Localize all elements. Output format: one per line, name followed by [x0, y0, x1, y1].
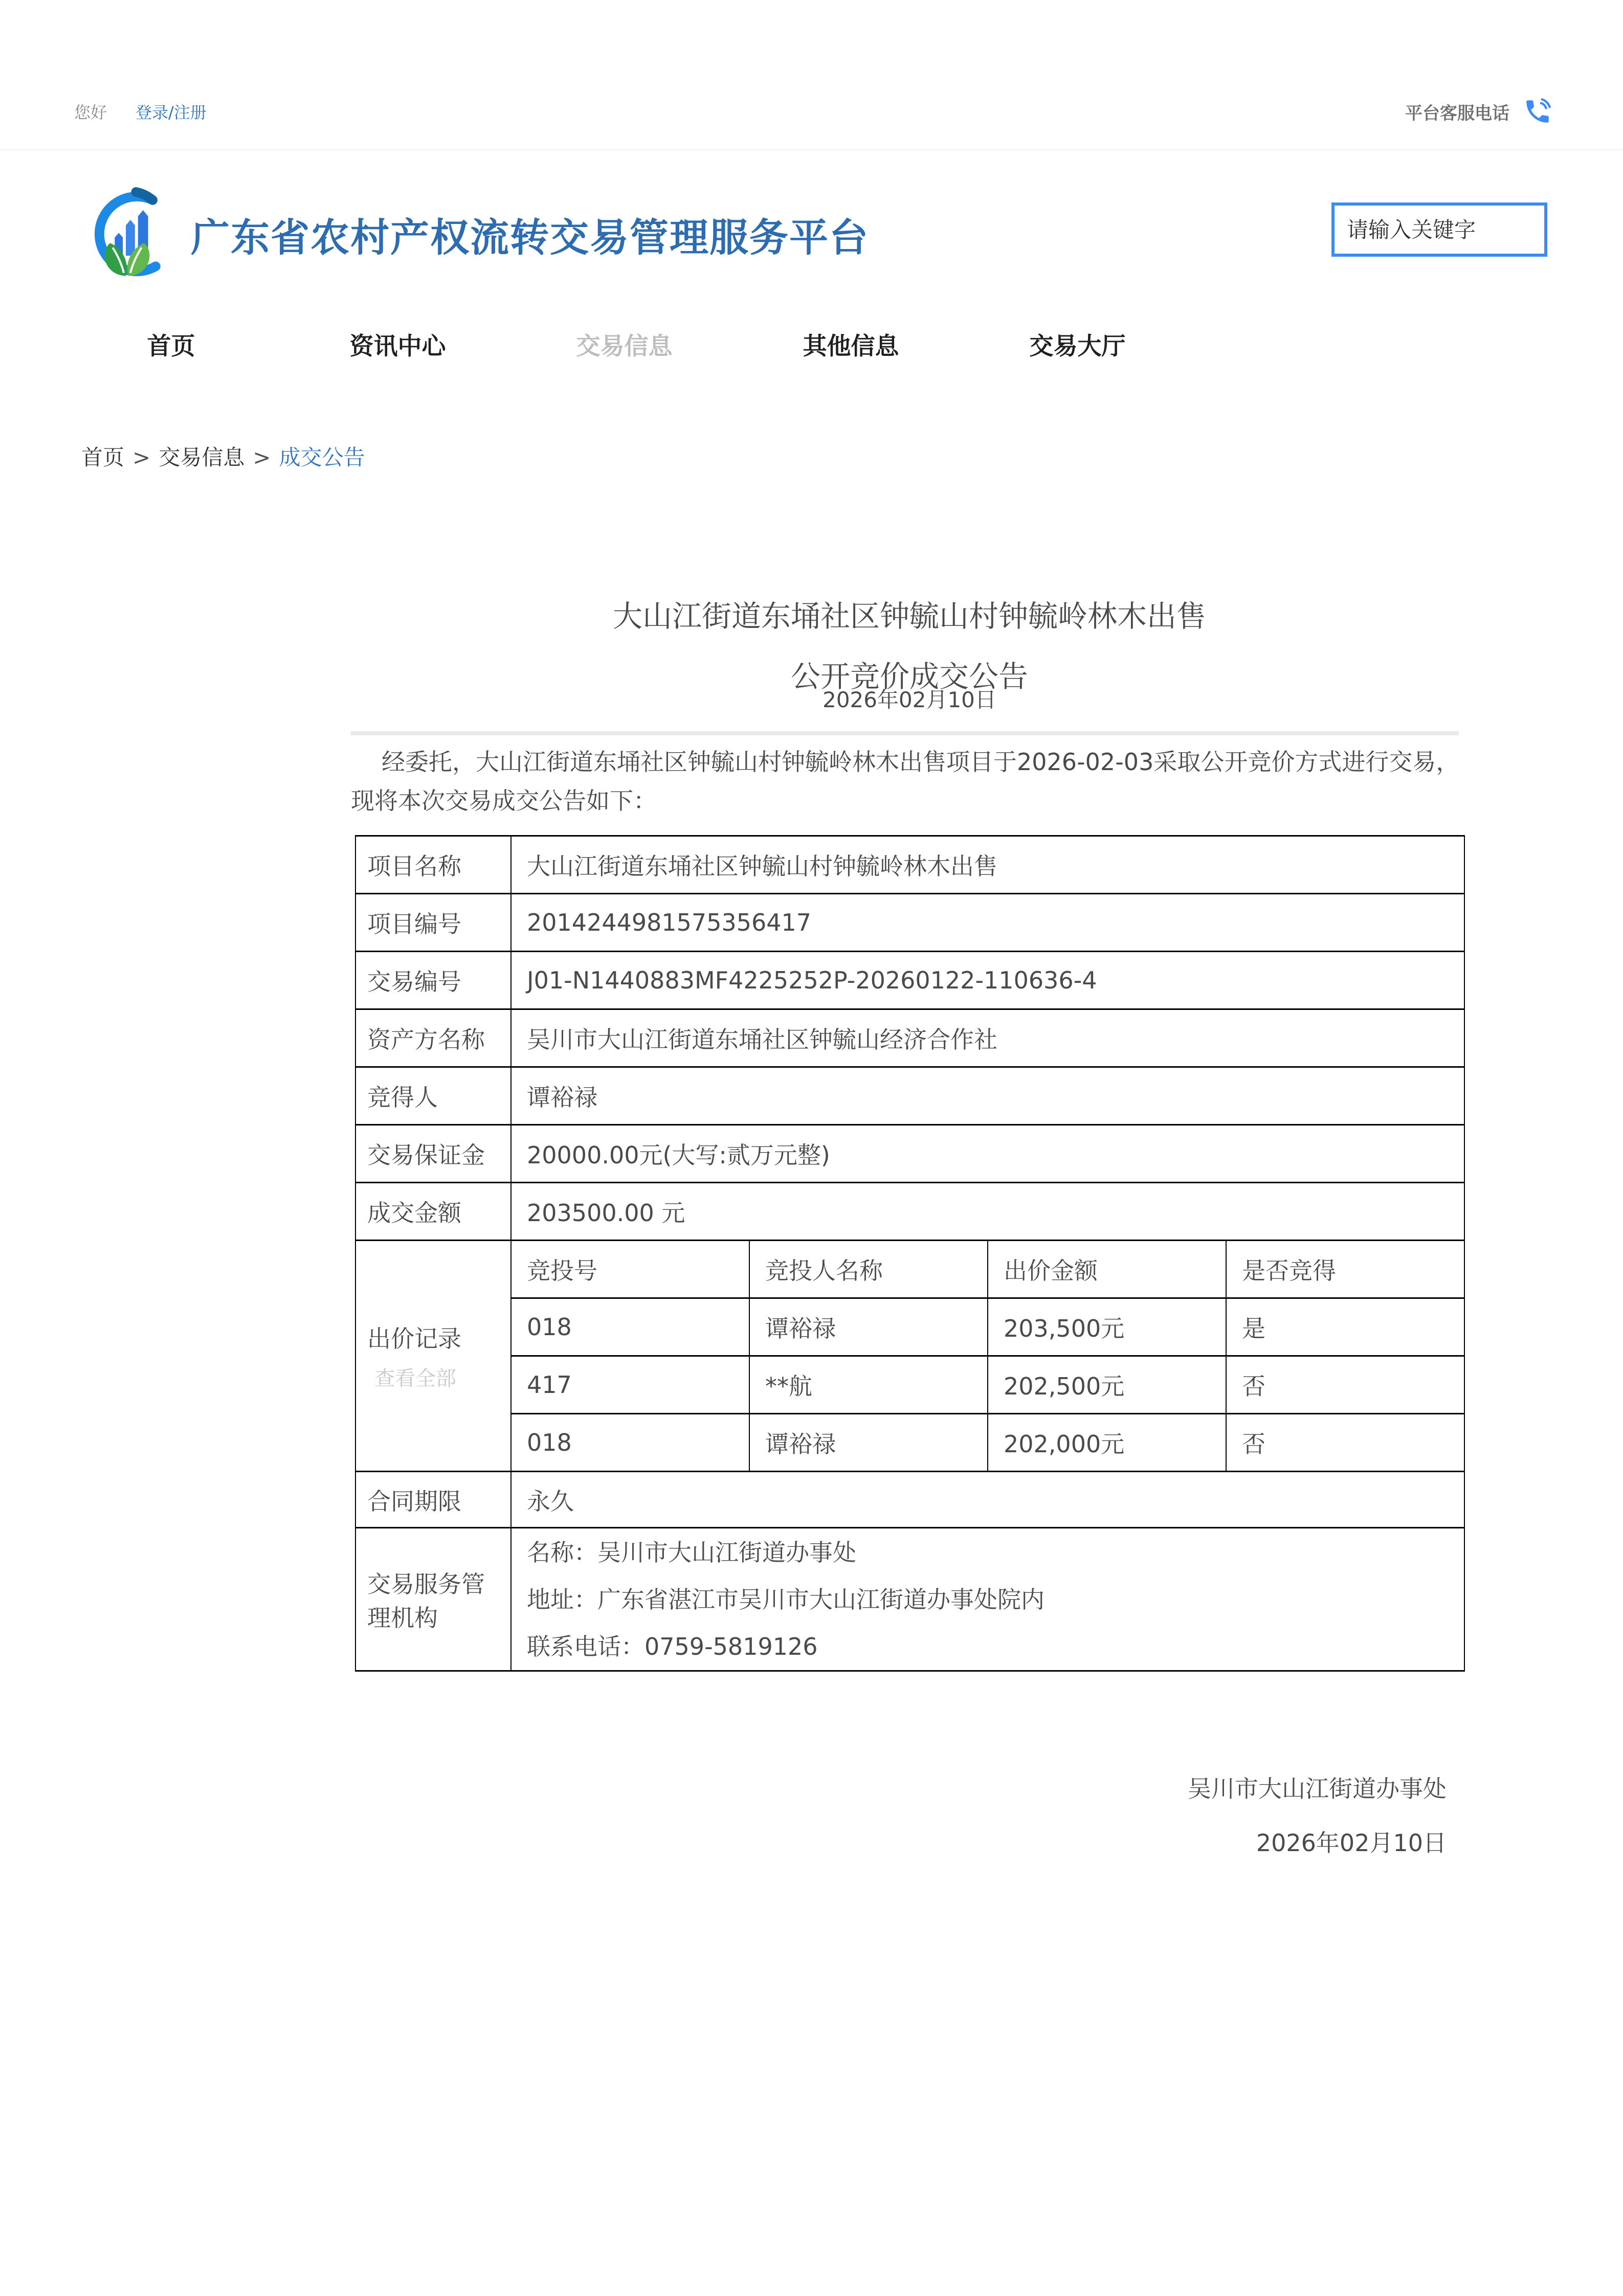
- field-value: 大山江街道东埇社区钟毓山村钟毓岭林木出售: [511, 836, 1464, 894]
- field-value: 203500.00 元: [511, 1183, 1464, 1241]
- bid-col-header: 竞投号: [511, 1241, 749, 1298]
- table-row: [355, 1067, 1464, 1125]
- signature-date: 2026年02月10日: [1256, 1829, 1447, 1857]
- bid-won: 是: [1226, 1298, 1464, 1356]
- announcement-table: [355, 835, 1465, 1672]
- field-value: 永久: [511, 1472, 1464, 1528]
- bid-won: 否: [1226, 1414, 1464, 1472]
- bid-row: [355, 1356, 1464, 1414]
- agency-name: 名称：吴川市大山江街道办事处: [527, 1538, 856, 1566]
- view-all-link[interactable]: 查看全部: [374, 1367, 456, 1390]
- field-label: 项目编号: [355, 894, 511, 952]
- table-row: [355, 1009, 1464, 1067]
- bid-header-row: [355, 1241, 1464, 1298]
- field-label: 交易编号: [355, 952, 511, 1009]
- field-label: 项目名称: [355, 836, 511, 894]
- announcement-title: 大山江街道东埇社区钟毓山村钟毓岭林木出售: [612, 599, 1206, 634]
- signature-org: 吴川市大山江街道办事处: [1188, 1775, 1447, 1803]
- nav-item-other-info[interactable]: 其他信息: [803, 332, 899, 361]
- breadcrumb-separator: >: [253, 445, 271, 470]
- field-value: 吴川市大山江街道东埇社区钟毓山经济合作社: [511, 1009, 1464, 1067]
- nav-item-home[interactable]: 首页: [147, 332, 195, 361]
- field-label: 竞得人: [355, 1067, 511, 1125]
- bidder-name: 谭裕禄: [749, 1414, 988, 1472]
- nav-item-trade-info[interactable]: 交易信息: [576, 332, 673, 361]
- table-row: [355, 836, 1464, 894]
- field-value: 谭裕禄: [511, 1067, 1464, 1125]
- bid-col-header: 是否竞得: [1226, 1241, 1464, 1298]
- agency-phone: 联系电话：0759-5819126: [527, 1632, 818, 1660]
- breadcrumb-separator: >: [132, 445, 151, 470]
- breadcrumb-current: 成交公告: [279, 445, 365, 470]
- title-divider: [351, 731, 1459, 735]
- signature-block: [355, 1770, 1447, 1858]
- greeting-text: 您好: [74, 103, 107, 122]
- nav-item-trade-hall[interactable]: 交易大厅: [1029, 332, 1126, 361]
- agency-label: 交易服务管理机构: [355, 1528, 511, 1671]
- phone-icon: [1523, 97, 1552, 126]
- bid-number: 018: [511, 1298, 749, 1356]
- table-row: [355, 952, 1464, 1009]
- login-register-link[interactable]: 登录/注册: [136, 103, 207, 122]
- field-label: 交易保证金: [355, 1125, 511, 1183]
- topbar-left: [74, 100, 207, 123]
- bids-label-cell: [355, 1241, 511, 1472]
- bid-amount: 202,500元: [988, 1356, 1226, 1414]
- announcement-date: 2026年02月10日: [822, 687, 996, 712]
- bid-number: 417: [511, 1356, 749, 1414]
- bid-amount: 202,000元: [988, 1414, 1226, 1472]
- field-value: 2014244981575356417: [511, 894, 1464, 952]
- announcement-subtitle: 公开竞价成交公告: [790, 659, 1028, 694]
- bidder-name: 谭裕禄: [749, 1298, 988, 1356]
- field-label: 合同期限: [355, 1472, 511, 1528]
- site-title: 广东省农村产权流转交易管理服务平台: [191, 214, 869, 260]
- breadcrumb-trade-info[interactable]: 交易信息: [159, 445, 245, 470]
- agency-row: [355, 1528, 1464, 1671]
- announcement-content: [351, 0, 1464, 2296]
- bid-number: 018: [511, 1414, 749, 1472]
- intro-line-2: 现将本次交易成交公告如下：: [351, 787, 657, 815]
- bid-row: [355, 1414, 1464, 1472]
- table-row: [355, 1183, 1464, 1241]
- table-row: [355, 1472, 1464, 1528]
- agency-address: 地址：广东省湛江市吴川市大山江街道办事处院内: [527, 1585, 1044, 1613]
- table-row: [355, 1125, 1464, 1183]
- field-value: 20000.00元(大写:贰万元整): [511, 1125, 1464, 1183]
- agency-info: [511, 1528, 1464, 1671]
- bid-row: [355, 1298, 1464, 1356]
- bid-amount: 203,500元: [988, 1298, 1226, 1356]
- bid-col-header: 出价金额: [988, 1241, 1226, 1298]
- site-logo[interactable]: [81, 185, 172, 284]
- field-label: 成交金额: [355, 1183, 511, 1241]
- breadcrumb-home[interactable]: 首页: [81, 445, 125, 470]
- table-row: [355, 894, 1464, 952]
- field-label: 资产方名称: [355, 1009, 511, 1067]
- bids-label: 出价记录: [367, 1325, 461, 1353]
- intro-paragraph: [351, 742, 1466, 820]
- bid-won: 否: [1226, 1356, 1464, 1414]
- nav-item-news-center[interactable]: 资讯中心: [349, 332, 446, 361]
- field-value: J01-N1440883MF4225252P-20260122-110636-4: [511, 952, 1464, 1009]
- service-phone-label: 平台客服电话: [1405, 103, 1509, 124]
- intro-line-1: 经委托，大山江街道东埇社区钟毓山村钟毓岭林木出售项目于2026-02-03采取公开竞价方式进行交易，: [382, 748, 1460, 776]
- bid-col-header: 竞投人名称: [749, 1241, 988, 1298]
- bidder-name: **航: [749, 1356, 988, 1414]
- breadcrumb: [81, 441, 365, 471]
